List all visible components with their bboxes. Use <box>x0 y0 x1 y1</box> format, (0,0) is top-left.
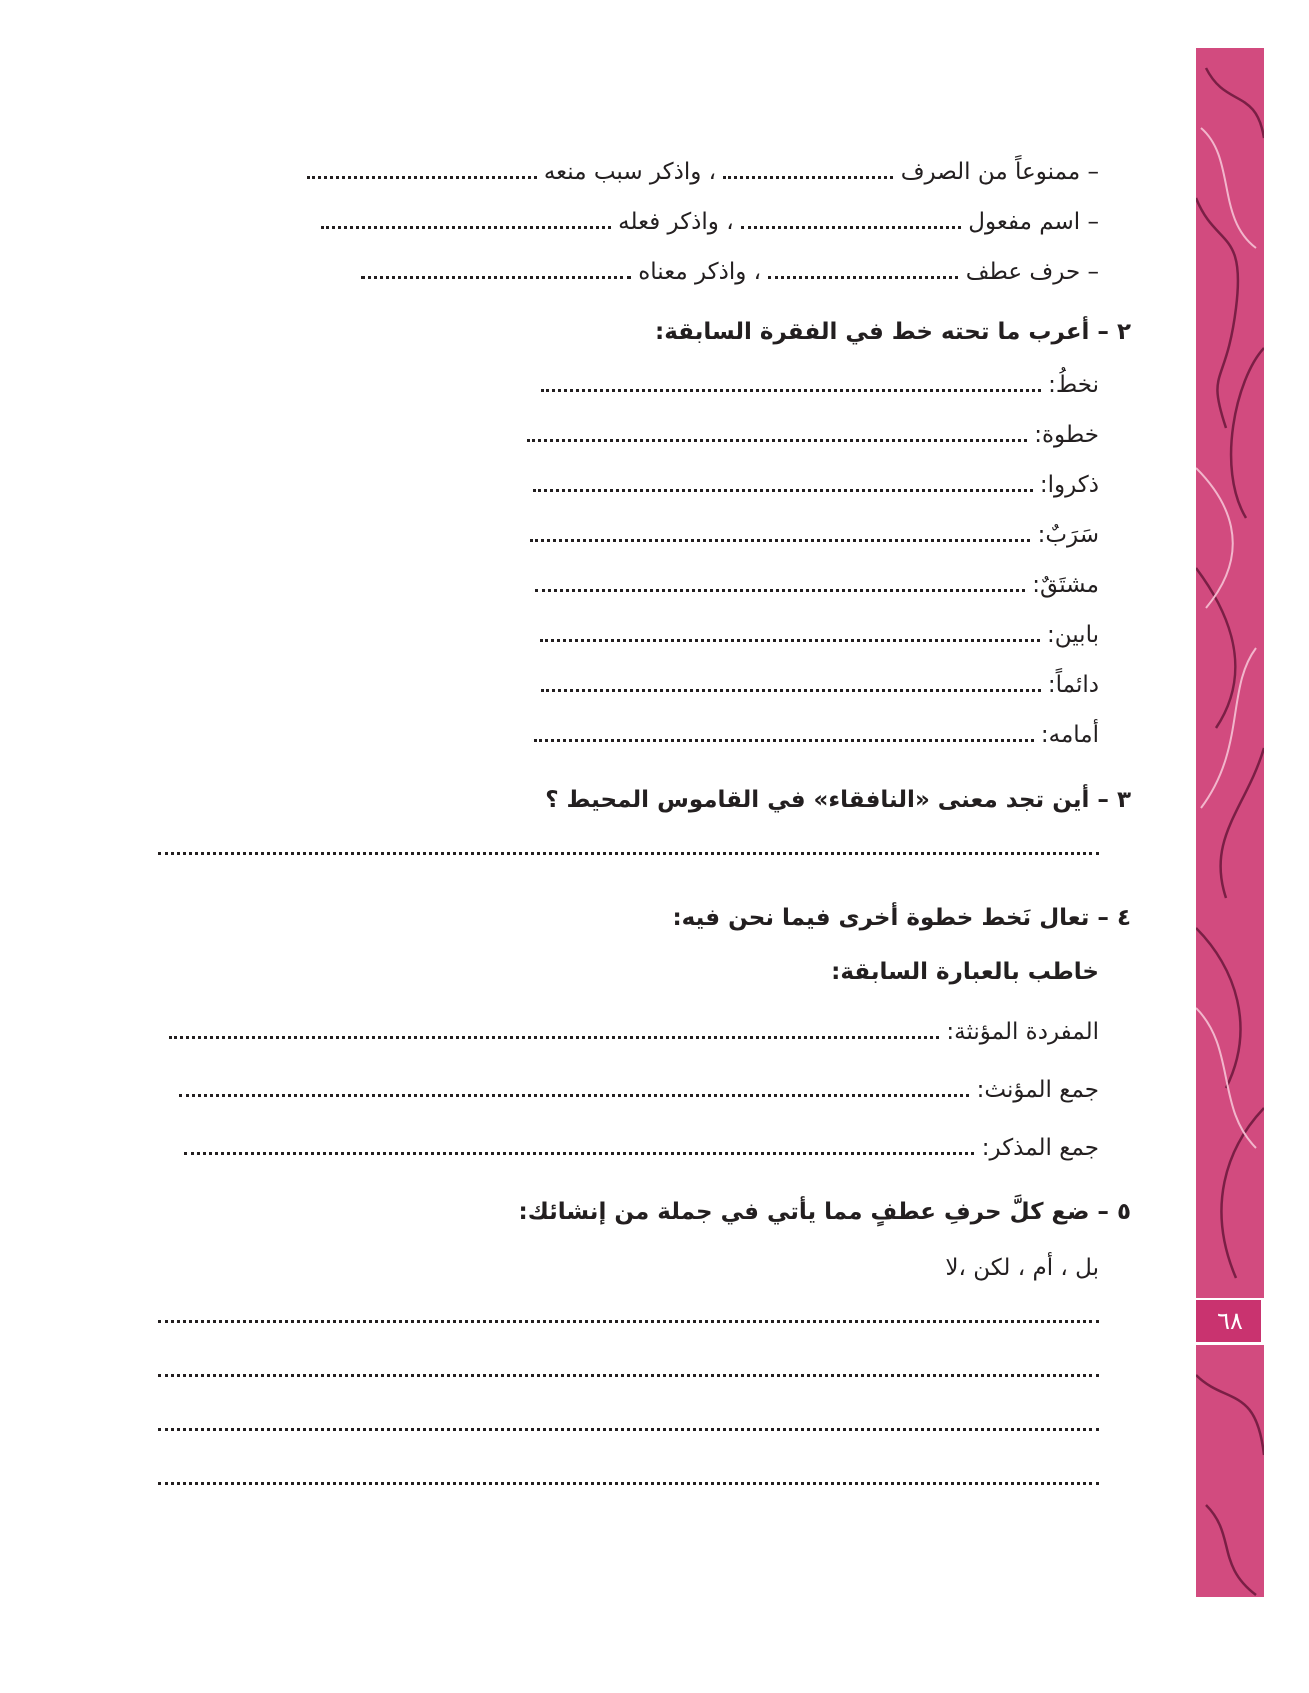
q2-item <box>527 415 1099 455</box>
answer-blank[interactable] <box>307 158 537 179</box>
q2-item <box>541 365 1099 405</box>
decorative-band-bottom <box>1196 1345 1264 1597</box>
q1-row-1-label: – ممنوعاً من الصرف <box>900 159 1099 185</box>
q4-item-label: جمع المؤنث: <box>976 1077 1099 1103</box>
q4-subtitle: خاطب بالعبارة السابقة: <box>831 959 1099 985</box>
answer-line[interactable] <box>158 852 1099 855</box>
answer-blank[interactable] <box>535 571 1025 592</box>
q2-heading <box>655 312 1131 352</box>
answer-blank[interactable] <box>541 371 1041 392</box>
answer-blank[interactable] <box>723 158 893 179</box>
q5-words: بل ، أم ، لكن ،لا <box>945 1255 1099 1281</box>
answer-blank[interactable] <box>533 471 1033 492</box>
band-pattern-icon <box>1196 48 1264 1298</box>
q2-item-label: سَرَبٌ: <box>1037 522 1099 548</box>
q1-row-2 <box>321 202 1099 242</box>
q4-item <box>179 1070 1099 1110</box>
decorative-band <box>1196 48 1264 1298</box>
q4-item-label: جمع المذكر: <box>981 1135 1099 1161</box>
answer-line[interactable] <box>158 1374 1099 1377</box>
answer-blank[interactable] <box>179 1076 969 1097</box>
q2-item-label: دائماً: <box>1047 672 1099 698</box>
answer-line[interactable] <box>158 1320 1099 1323</box>
q4-heading <box>672 898 1131 938</box>
q4-item <box>169 1012 1099 1052</box>
page-number: ٦٨ <box>1196 1300 1264 1342</box>
q4-item <box>184 1128 1099 1168</box>
q1-row-1-join: ، واذكر سبب منعه <box>543 159 717 185</box>
answer-blank[interactable] <box>534 721 1034 742</box>
q4-item-label: المفردة المؤنثة: <box>946 1019 1099 1045</box>
q2-item <box>530 515 1099 555</box>
q4-title: – تعال نَخط خطوة أخرى فيما نحن فيه: <box>672 905 1109 931</box>
q2-item-label: أمامه: <box>1040 722 1099 748</box>
q2-item <box>533 465 1099 505</box>
q2-item <box>535 565 1099 605</box>
answer-blank[interactable] <box>768 258 958 279</box>
q3-heading <box>545 780 1131 820</box>
q1-row-3-join: ، واذكر معناه <box>638 259 762 285</box>
q1-row-3-label: – حرف عطف <box>965 259 1099 285</box>
q2-item <box>540 615 1099 655</box>
q4-number: ٤ <box>1116 905 1131 931</box>
q5-heading <box>519 1192 1131 1232</box>
q1-row-2-join: ، واذكر فعله <box>618 209 734 235</box>
q3-title: – أين تجد معنى «النافقاء» في القاموس المحيط ؟ <box>545 787 1109 813</box>
q2-item-label: نخطُ: <box>1048 372 1099 398</box>
answer-blank[interactable] <box>321 208 611 229</box>
q1-row-2-label: – اسم مفعول <box>968 209 1099 235</box>
q5-number: ٥ <box>1116 1199 1131 1225</box>
answer-blank[interactable] <box>530 521 1030 542</box>
answer-line[interactable] <box>158 1482 1099 1485</box>
answer-blank[interactable] <box>540 621 1040 642</box>
answer-blank[interactable] <box>741 208 961 229</box>
answer-blank[interactable] <box>361 258 631 279</box>
q2-item <box>541 665 1099 705</box>
answer-blank[interactable] <box>184 1134 974 1155</box>
q2-item-label: ذكروا: <box>1039 472 1099 498</box>
band-bottom-pattern-icon <box>1196 1345 1264 1597</box>
q2-item-label: مشتَقٌ: <box>1032 572 1099 598</box>
q1-row-3 <box>361 252 1099 292</box>
q2-number: ٢ <box>1116 319 1131 345</box>
band-border <box>1261 1300 1264 1342</box>
q2-item <box>534 715 1099 755</box>
q2-item-label: خطوة: <box>1034 422 1099 448</box>
q5-title: – ضع كلَّ حرفِ عطفٍ مما يأتي في جملة من إنشائك: <box>518 1199 1109 1225</box>
q3-number: ٣ <box>1116 787 1131 813</box>
q2-item-label: بابين: <box>1046 622 1099 648</box>
q2-title: – أعرب ما تحته خط في الفقرة السابقة: <box>655 319 1109 345</box>
answer-line[interactable] <box>158 1428 1099 1431</box>
q1-row-1 <box>307 152 1099 192</box>
answer-blank[interactable] <box>527 421 1027 442</box>
answer-blank[interactable] <box>169 1018 939 1039</box>
answer-blank[interactable] <box>541 671 1041 692</box>
